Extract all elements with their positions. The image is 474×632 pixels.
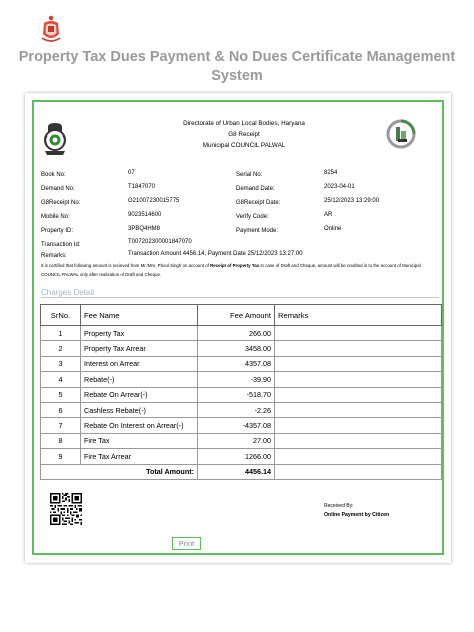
amount-cell: 1266.00 — [198, 449, 275, 464]
received-by-value: Online Payment by Citizen — [324, 512, 390, 518]
g8-receipt-no-label: G8Receipt No: — [41, 200, 81, 206]
table-row — [41, 418, 442, 433]
header-sr-no: SrNo. — [41, 305, 81, 326]
sr-cell: 7 — [41, 418, 81, 433]
fee-cell: Interest on Arrear — [81, 356, 198, 371]
certificate-text-2: In case of Draft and Cheque, amount will be credited in to the account of Municipal COUNCIL PALWAL only after realization of Draft and Cheque. — [41, 263, 421, 277]
demand-date-label: Demand Date: — [236, 186, 275, 192]
mobile-no-value: 9023514600 — [128, 212, 162, 218]
state-emblem-icon — [41, 120, 69, 158]
fee-cell: Property Tax — [81, 326, 198, 341]
book-no-value: 07 — [128, 170, 135, 176]
page-title: Property Tax Dues Payment & No Dues Certificate Management System — [18, 49, 456, 84]
certificate-text-bold: Receipt of Property Tax — [210, 263, 260, 268]
amount-cell: -4357.08 — [198, 418, 275, 433]
remarks-value: Transaction Amount 4456.14, Payment Date 25/12/2023 13:27:00 — [128, 251, 303, 257]
sr-cell: 2 — [41, 341, 81, 356]
remarks-label: Remarks: — [41, 253, 67, 259]
sr-cell: 4 — [41, 372, 81, 387]
remarks-cell — [275, 449, 442, 464]
fee-cell: Rebate On Interest on Arrear(-) — [81, 418, 198, 433]
g8-receipt-date-label: G8Receipt Date: — [236, 200, 281, 206]
header-fee-amount: Fee Amount — [198, 305, 275, 326]
table-row — [41, 433, 442, 448]
total-remarks-cell — [275, 464, 442, 479]
header-fee-name: Fee Name — [81, 305, 198, 326]
header-directorate: Directorate of Urban Local Bodies, Haryana — [183, 120, 305, 127]
charges-detail-heading: Charges Detail — [41, 288, 94, 297]
receipt-frame — [32, 100, 444, 555]
header-remarks: Remarks — [275, 305, 442, 326]
g8-receipt-date-value: 25/12/2023 13:29:00 — [324, 198, 380, 204]
sr-cell: 3 — [41, 356, 81, 371]
serial-no-label: Serial No: — [236, 172, 263, 178]
property-id-label: Property ID: — [41, 228, 74, 234]
payment-mode-value: Online — [324, 226, 342, 232]
transaction-id-label: Transaction Id: — [41, 242, 81, 248]
amount-cell: 266.00 — [198, 326, 275, 341]
sr-cell: 8 — [41, 433, 81, 448]
header-council: Municipal COUNCIL PALWAL — [202, 142, 286, 149]
payment-mode-label: Payment Mode: — [236, 228, 279, 234]
fee-table-header — [41, 305, 442, 326]
book-no-label: Book No: — [41, 172, 66, 178]
charges-divider — [41, 297, 439, 298]
serial-no-value: 8254 — [324, 170, 338, 176]
demand-date-value: 2023-04-01 — [324, 184, 355, 190]
total-row — [41, 464, 442, 479]
demand-no-label: Demand No: — [41, 186, 75, 192]
remarks-cell — [275, 402, 442, 417]
amount-cell: 27.00 — [198, 433, 275, 448]
qr-code-icon — [50, 493, 82, 525]
sr-cell: 1 — [41, 326, 81, 341]
amount-cell: 3458.00 — [198, 341, 275, 356]
table-row — [41, 372, 442, 387]
g8-receipt-no-value: G21007230015775 — [128, 198, 180, 204]
remarks-cell — [275, 356, 442, 371]
remarks-cell — [275, 326, 442, 341]
sr-cell: 5 — [41, 387, 81, 402]
amount-cell: 4357.08 — [198, 356, 275, 371]
fee-cell: Fire Tax — [81, 433, 198, 448]
fee-cell: Property Tax Arrear — [81, 341, 198, 356]
total-label: Total Amount: — [41, 464, 198, 479]
table-row — [41, 449, 442, 464]
transaction-id-value: T007202300001847070 — [128, 239, 192, 245]
total-value: 4456.14 — [198, 464, 275, 479]
certificate-text-1: It is certified that following amount is recieved from Mr./Mrs. Phool Singh on account of — [41, 263, 211, 268]
table-row — [41, 326, 442, 341]
remarks-cell — [275, 341, 442, 356]
receipt-document — [25, 93, 451, 563]
sr-cell: 9 — [41, 449, 81, 464]
remarks-cell — [275, 387, 442, 402]
received-by-label: Received By: — [324, 503, 354, 509]
remarks-cell — [275, 372, 442, 387]
haryana-emblem-icon — [38, 14, 64, 44]
amount-cell: -518.70 — [198, 387, 275, 402]
remarks-cell — [275, 433, 442, 448]
remarks-cell — [275, 418, 442, 433]
table-row — [41, 341, 442, 356]
print-button[interactable]: Print — [172, 537, 201, 550]
demand-no-value: T1847070 — [128, 184, 156, 190]
header-receipt-type: G8 Receipt — [228, 131, 260, 138]
table-row — [41, 356, 442, 371]
fee-table — [40, 304, 442, 480]
fee-cell: Cashless Rebate(-) — [81, 402, 198, 417]
mobile-no-label: Mobile No: — [41, 214, 70, 220]
table-row — [41, 402, 442, 417]
certificate-statement — [41, 261, 441, 279]
verify-code-value: AR — [324, 212, 333, 218]
verify-code-label: Verify Code: — [236, 214, 269, 220]
table-row — [41, 387, 442, 402]
ulb-logo-icon — [386, 119, 416, 149]
amount-cell: -2.26 — [198, 402, 275, 417]
fee-cell: Rebate(-) — [81, 372, 198, 387]
fee-cell: Fire Tax Arrear — [81, 449, 198, 464]
amount-cell: -39.90 — [198, 372, 275, 387]
fee-cell: Rebate On Arrear(-) — [81, 387, 198, 402]
sr-cell: 6 — [41, 402, 81, 417]
property-id-value: 3PBQ4HM8 — [128, 226, 161, 232]
